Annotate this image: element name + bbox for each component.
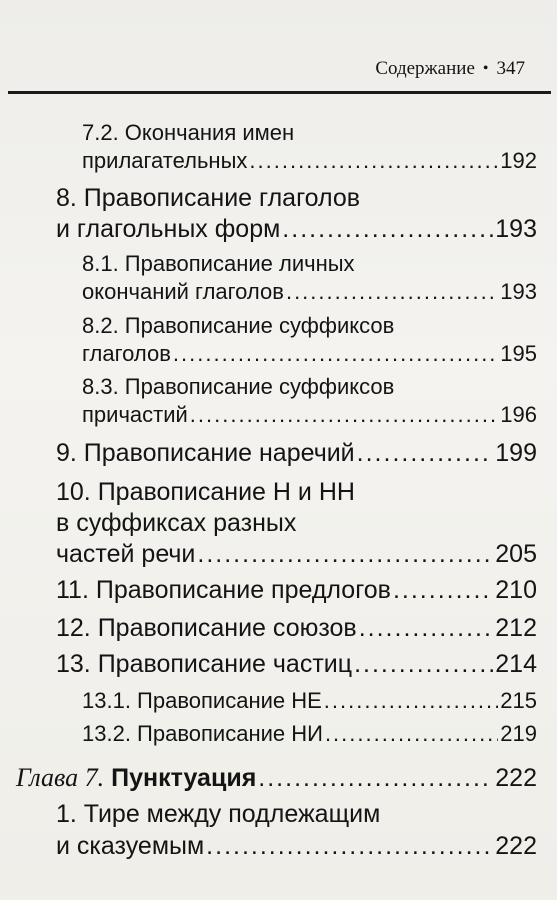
toc-entry-7-1-line1: 1. Тире между подлежащим: [56, 800, 381, 828]
toc-entry-8-3: [82, 402, 537, 428]
toc-entry-10-line1: 10. Правописание Н и НН: [56, 478, 355, 506]
leader-dots: [324, 688, 498, 714]
leader-dots: [190, 402, 498, 428]
toc-page-number: 212: [495, 614, 537, 642]
leader-dots: [325, 721, 498, 747]
leader-dots: [206, 832, 493, 861]
toc-entry-12: [56, 614, 537, 643]
leader-dots: [354, 650, 493, 679]
toc-page-number: 192: [500, 148, 537, 173]
header-bullet: •: [482, 60, 489, 77]
toc-entry-8-1: [82, 279, 537, 305]
leader-dots: [393, 576, 493, 605]
toc-chapter-7: [16, 763, 537, 793]
running-header: [375, 52, 525, 86]
toc-entry-13-1: [82, 688, 537, 714]
leader-dots: [249, 148, 498, 174]
toc-entry-text: причастий: [82, 402, 188, 427]
chapter-label: Глава 7.: [16, 763, 105, 792]
chapter-heading: [16, 763, 256, 793]
toc-entry-9: [56, 439, 537, 468]
toc-entry-8: [56, 215, 537, 244]
header-page-number: 347: [496, 58, 525, 79]
toc-entry-text: и сказуемым: [56, 832, 205, 860]
toc-entry-7-2: [82, 148, 537, 174]
chapter-title: Пунктуация: [111, 764, 257, 792]
toc-entry-text: 9. Правописание наречий: [56, 439, 355, 467]
toc-entry-10-line2: в суффиксах разных: [56, 509, 297, 537]
toc-entry-text: и глагольных форм: [56, 215, 281, 243]
leader-dots: [359, 614, 494, 643]
toc-entry-8-2-line1: 8.2. Правописание суффиксов: [82, 313, 395, 338]
header-rule: [8, 91, 551, 94]
leader-dots: [286, 279, 498, 305]
toc-entry-13-2: [82, 721, 537, 747]
toc-page-number: 193: [495, 215, 537, 243]
toc-entry-13: [56, 650, 537, 679]
toc-entry-text: 13. Правописание частиц: [56, 650, 353, 678]
toc-page-number: 210: [495, 576, 537, 604]
leader-dots: [282, 215, 493, 244]
toc-entry-text: 12. Правописание союзов: [56, 614, 357, 642]
toc-page-number: 199: [495, 439, 537, 467]
toc-entry-8-3-line1: 8.3. Правописание суффиксов: [82, 374, 395, 399]
toc-page-number: 205: [495, 540, 537, 568]
toc-page-number: 196: [500, 402, 537, 427]
toc-page-number: 193: [500, 279, 537, 304]
toc-entry-text: частей речи: [56, 540, 196, 568]
toc-entry-7-2-line1: 7.2. Окончания имен: [82, 120, 295, 145]
toc-entry-text: 13.2. Правописание НИ: [82, 721, 323, 746]
toc-entry-8-line1: 8. Правописание глаголов: [56, 184, 361, 212]
toc-entry-text: 13.1. Правописание НЕ: [82, 688, 322, 713]
toc-entry-8-2: [82, 341, 537, 367]
toc-page-number: 222: [495, 832, 537, 860]
leader-dots: [357, 439, 494, 468]
toc-entry-text: окончаний глаголов: [82, 279, 284, 304]
toc-entry-text: 11. Правописание предлогов: [56, 576, 391, 604]
leader-dots: [258, 764, 493, 793]
toc-entry-text: глаголов: [82, 341, 171, 366]
header-title: Содержание: [375, 58, 475, 79]
toc-entry-11: [56, 576, 537, 605]
toc-page-number: 222: [495, 764, 537, 792]
toc-page-number: 215: [500, 688, 537, 713]
toc-entry-10: [56, 540, 537, 569]
toc-entry-text: прилагательных: [82, 148, 248, 173]
toc-page-number: 214: [495, 650, 537, 678]
leader-dots: [173, 341, 498, 367]
toc-entry-8-1-line1: 8.1. Правописание личных: [82, 251, 355, 276]
toc-page-number: 219: [500, 721, 537, 746]
toc-page-number: 195: [500, 341, 537, 366]
toc-entry-7-1: [56, 832, 537, 861]
leader-dots: [197, 540, 493, 569]
